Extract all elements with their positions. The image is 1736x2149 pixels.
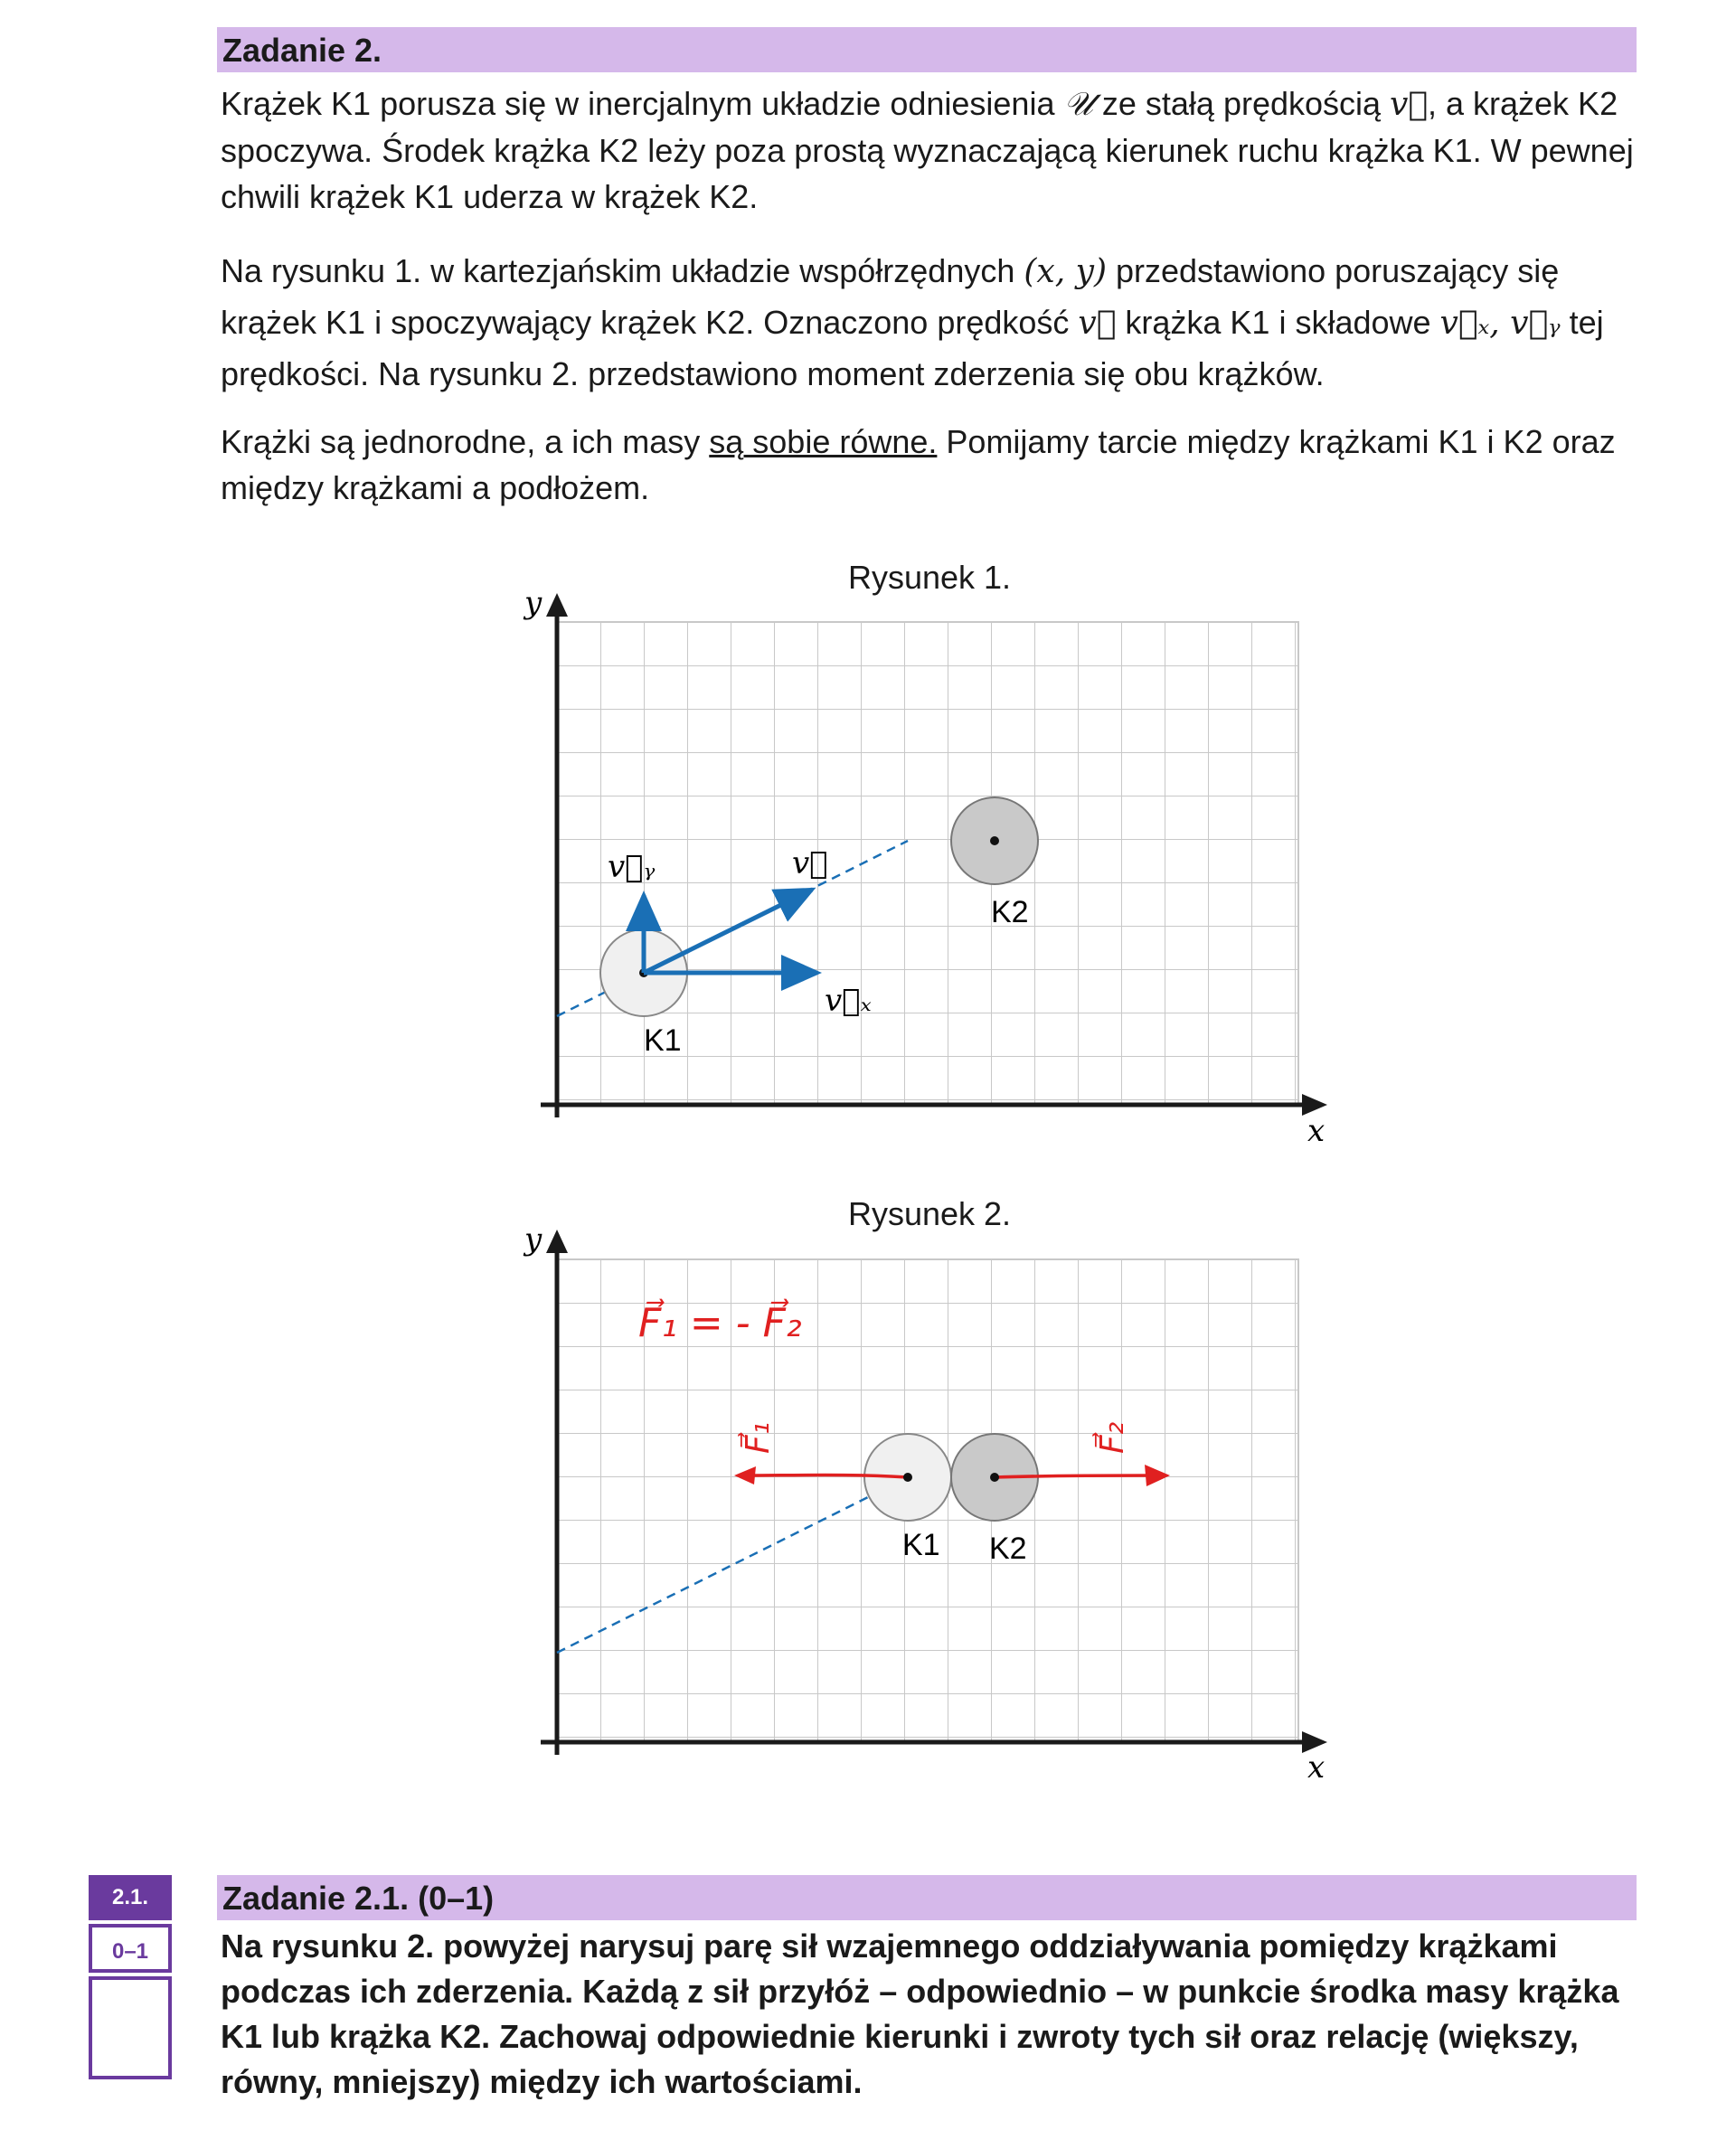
figure2-x-label: x: [1307, 1749, 1326, 1786]
figure1-title: Rysunek 1.: [847, 559, 1012, 596]
score-entry-box[interactable]: [89, 1976, 172, 2079]
figure1-y-arrow: [546, 593, 568, 617]
task-title: Zadanie 2.: [222, 32, 382, 69]
figure2-title: Rysunek 2.: [847, 1195, 1012, 1232]
subtask-instruction: Na rysunku 2. powyżej narysuj parę sił wzajemnego oddziaływania pomiędzy krążkami podczas ich zderzenia. Każdą z sił przyłóż – odpowiednio – w punkcie środka masy krążka K1 lub krążka K2. Zachowaj odpowiednie kierunki i zwroty tych sił oraz relację (większy, równy, mniejszy) między ich wartościami.: [221, 1928, 1619, 2100]
task-paragraph-1: Krążek K1 porusza się w inercjalnym układzie odniesienia 𝒰 ze stałą prędkością v⃗, a krążek K2 spoczywa. Środek krążka K2 leży poza prostą wyznaczającą kierunek ruchu krążka K1. W pewnej chwili krążek K1 uderza w krążek K2.: [221, 85, 1634, 215]
figure1-label-k2: K2: [991, 895, 1029, 929]
figure1-label-vx: v⃗ₓ: [825, 983, 872, 1019]
task-paragraph-2: Na rysunku 1. w kartezjańskim układzie współrzędnych (x, y) przedstawiono poruszający się krążek K1 i spoczywający krążek K2. Oznaczono prędkość v⃗ krążka K1 i składowe v⃗ₓ, v⃗ᵧ tej prędkości. Na rysunku 2. przedstawiono moment zderzenia się obu krążków.: [221, 252, 1604, 392]
side-task-number: 2.1.: [89, 1875, 172, 1920]
figure2-handwritten-relation: F⃗₁ = - F⃗₂: [638, 1300, 802, 1346]
side-points-range: 0–1: [89, 1924, 172, 1973]
figure2-y-arrow: [546, 1230, 568, 1253]
figure2-handwritten-f1: F⃗₁: [740, 1421, 777, 1454]
figure1-y-label: y: [524, 585, 542, 621]
figure2-y-label: y: [524, 1221, 542, 1258]
figure1-label-vy: v⃗ᵧ: [608, 849, 656, 885]
figure2-label-k1: K1: [902, 1528, 940, 1562]
figure2-handwritten-f2: F⃗₂: [1094, 1421, 1131, 1454]
figure1-label-k1: K1: [644, 1023, 682, 1058]
figure1-x-label: x: [1307, 1113, 1326, 1149]
figure1-k2-center: [990, 836, 999, 845]
figure1: [523, 585, 1327, 1149]
figure2-force-f2-arrow: [995, 1475, 1159, 1477]
subtask-title: Zadanie 2.1. (0–1): [222, 1880, 495, 1917]
figure2-label-k2: K2: [989, 1532, 1027, 1566]
figure1-label-v: v⃗: [792, 845, 828, 881]
task-paragraph-3: Krążki są jednorodne, a ich masy są sobie równe. Pomijamy tarcie między krążkami K1 i K2 oraz między krążkami a podłożem.: [221, 423, 1616, 506]
figure2: [523, 1221, 1327, 1786]
figure2-k2-center: [990, 1473, 999, 1482]
figure2-k1-center: [903, 1473, 912, 1482]
